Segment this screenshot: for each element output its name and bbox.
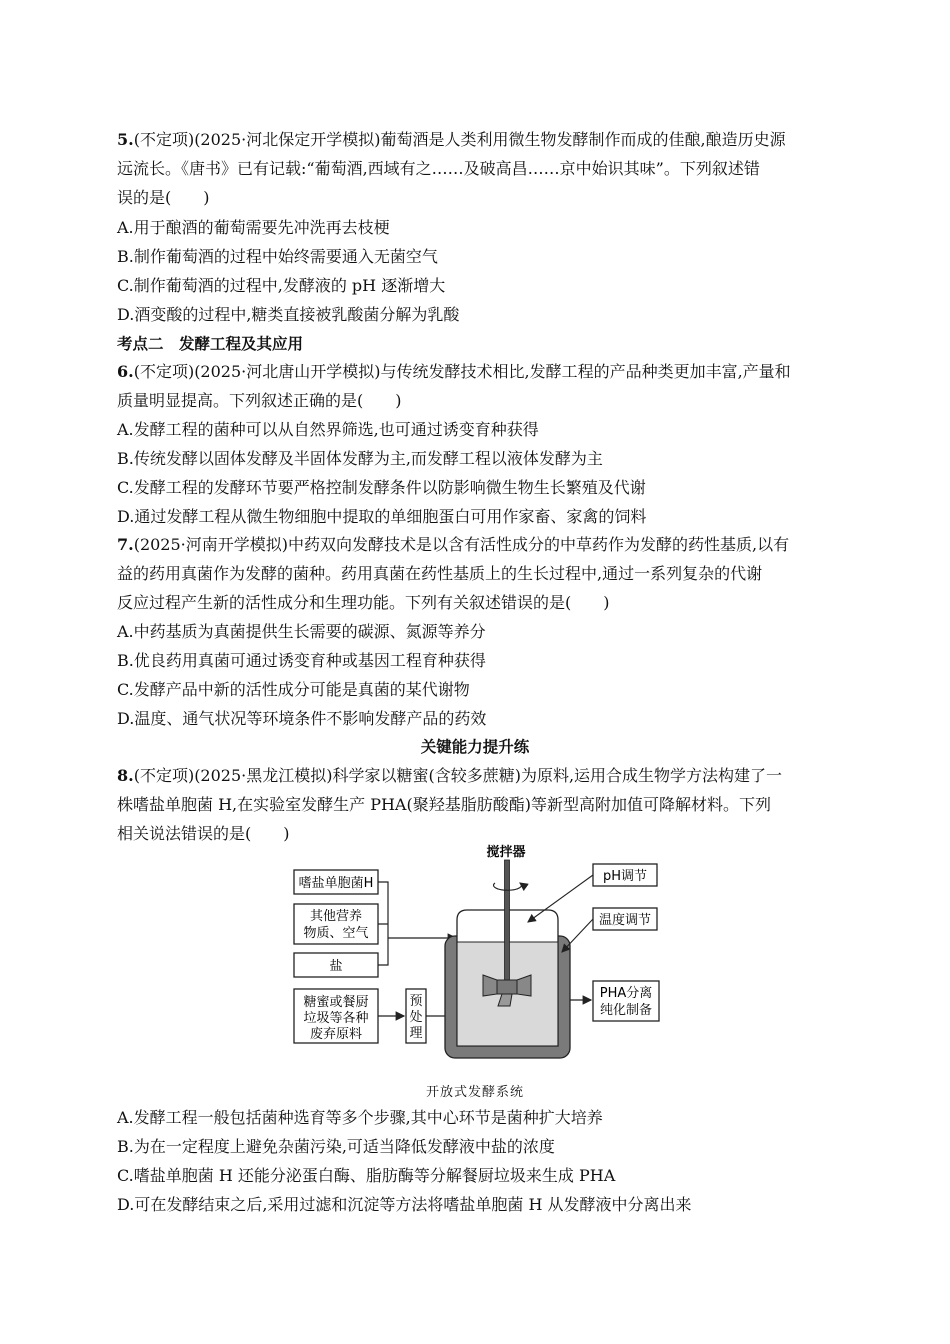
label-pha-1: PHA分离 [599,986,653,1001]
label-nutrients-2: 物质、空气 [303,926,369,941]
q5-option-c: C.制作葡萄酒的过程中,发酵液的 pH 逐渐增大 [117,276,446,295]
label-waste-2: 垃圾等各种 [303,1011,369,1026]
section-heading-topic-2: 考点二 发酵工程及其应用 [117,335,304,353]
q7-line-3: 反应过程产生新的活性成分和生理功能。下列有关叙述错误的是( ) [117,593,610,612]
label-salt: 盐 [329,959,343,974]
arrow-temperature [562,919,593,952]
q8-line-1: 8.(不定项)(2025·黑龙江模拟)科学家以糖蜜(含较多蔗糖)为原料,运用合成生物学方法构建了一 [117,766,783,785]
q6-line-1: 6.(不定项)(2025·河北唐山开学模拟)与传统发酵技术相比,发酵工程的产品种类更加丰富,产量和 [117,362,791,381]
label-pre-3: 理 [409,1026,423,1041]
q6-option-b: B.传统发酵以固体发酵及半固体发酵为主,而发酵工程以液体发酵为主 [117,449,603,468]
q5-option-a: A.用于酿酒的葡萄需要先冲洗再去枝梗 [117,218,390,237]
q5-option-d: D.酒变酸的过程中,糖类直接被乳酸菌分解为乳酸 [117,305,460,324]
q6-option-c: C.发酵工程的发酵环节要严格控制发酵条件以防影响微生物生长繁殖及代谢 [117,478,646,497]
q5-line-2: 远流长。《唐书》已有记载:“葡萄酒,西域有之……及破高昌……京中始识其味”。下列叙述错 [117,159,760,178]
q8-option-a: A.发酵工程一般包括菌种选育等多个步骤,其中心环节是菌种扩大培养 [117,1108,603,1127]
label-pre-1: 预 [409,994,423,1009]
q6-option-d: D.通过发酵工程从微生物细胞中提取的单细胞蛋白可用作家畜、家禽的饲料 [117,507,647,526]
q6-option-a: A.发酵工程的菌种可以从自然界筛选,也可通过诱变育种获得 [117,420,539,439]
label-ph: pH调节 [602,869,648,884]
q5-option-b: B.制作葡萄酒的过程中始终需要通入无菌空气 [117,247,438,266]
q5-line-1: 5.(不定项)(2025·河北保定开学模拟)葡萄酒是人类利用微生物发酵制作而成的佳酿,酿造历史源 [117,130,786,149]
label-halophile: 嗜盐单胞菌H [298,876,374,891]
diagram-caption: 开放式发酵系统 [425,1085,524,1100]
q7-option-a: A.中药基质为真菌提供生长需要的碳源、氮源等养分 [117,622,486,641]
q8-option-d: D.可在发酵结束之后,采用过滤和沉淀等方法将嗜盐单胞菌 H 从发酵液中分离出来 [117,1195,692,1214]
label-nutrients-1: 其他营养 [309,909,363,924]
section-heading-key-ability: 关键能力提升练 [420,738,530,756]
q6-line-2: 质量明显提高。下列叙述正确的是( ) [117,391,402,410]
q7-option-d: D.温度、通气状况等环境条件不影响发酵产品的药效 [117,709,487,728]
label-pre-2: 处 [409,1010,423,1025]
fermentation-system-diagram [280,838,680,1066]
q5-line-3: 误的是( ) [117,188,210,207]
label-pha-2: 纯化制备 [599,1003,653,1018]
bracket-inputs [378,882,388,965]
q8-option-c: C.嗜盐单胞菌 H 还能分泌蛋白酶、脂肪酶等分解餐厨垃圾来生成 PHA [117,1166,616,1185]
q7-option-c: C.发酵产品中新的活性成分可能是真菌的某代谢物 [117,680,470,699]
q7-option-b: B.优良药用真菌可通过诱变育种或基因工程育种获得 [117,651,486,670]
q8-number: 8. [117,766,134,785]
q8-line-2: 株嗜盐单胞菌 H,在实验室发酵生产 PHA(聚羟基脂肪酸酯)等新型高附加值可降解材料。下列 [117,795,771,814]
q8-line-3: 相关说法错误的是( ) [117,824,290,843]
q8-option-b: B.为在一定程度上避免杂菌污染,可适当降低发酵液中盐的浓度 [117,1137,555,1156]
q7-line-2: 益的药用真菌作为发酵的菌种。药用真菌在药性基质上的生长过程中,通过一系列复杂的代谢 [117,564,763,583]
arrow-ph [528,875,593,922]
q6-number: 6. [117,362,134,381]
q5-number: 5. [117,130,134,149]
label-temperature: 温度调节 [598,913,652,928]
q7-line-1: 7.(2025·河南开学模拟)中药双向发酵技术是以含有活性成分的中草药作为发酵的药性基质,以有 [117,535,790,554]
label-stirrer: 搅拌器 [486,845,526,860]
q7-number: 7. [117,535,134,554]
label-waste-3: 废弃原料 [309,1027,363,1042]
label-waste-1: 糖蜜或餐厨 [303,995,369,1010]
impeller-hub [497,980,517,994]
